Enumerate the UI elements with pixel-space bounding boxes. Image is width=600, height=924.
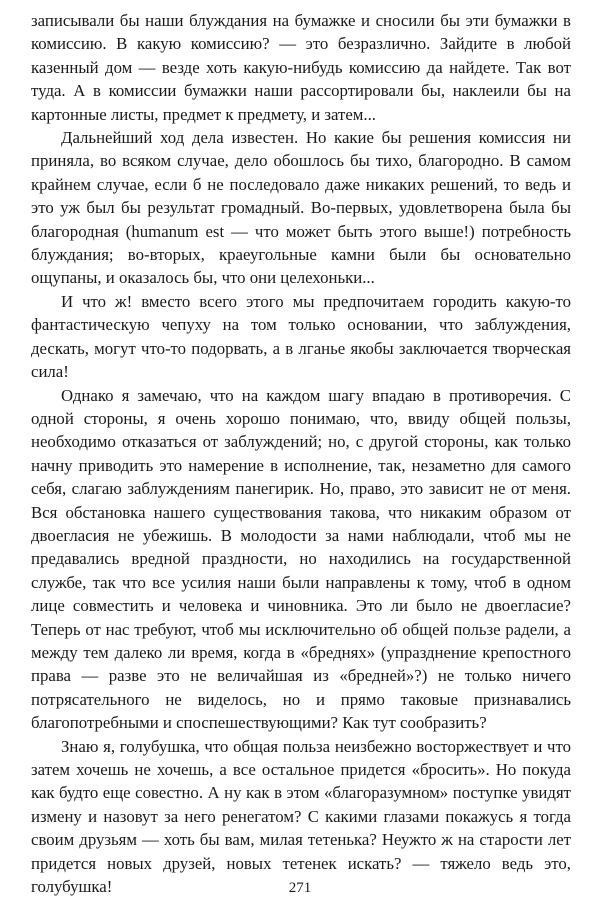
paragraph-5: Знаю я, голубушка, что общая польза неизбежно восторжествует и что затем хочешь не хочешь, а все остальное придется «бросить». Но покуда как будто еще совестно. А ну как в этом «благоразумном» поступке увидят измену и назовут за него ренегатом? С какими глазами покажусь я тогда своим друзьям — хоть бы вам, милая тетенька? Неужто ж на старости лет придется новых друзей, новых тетенек искать? — тяжело ведь это, голубушка! bbox=[31, 736, 571, 897]
paragraph-2: Дальнейший ход дела известен. Но какие бы решения комиссия ни приняла, во всяком случае, дело обошлось бы тихо, благородно. В самом крайнем случае, если б не последовало даже никаких решений, то ведь и это уж был бы результат громадный. Во-первых, удовлетворена была бы благородная (humanum est — что может быть этого выше!) потребность блуждания; во-вторых, краеугольные камни были бы основательно ощупаны, и оказалось бы, что они целехоньки... bbox=[31, 128, 571, 288]
paragraph-1: записывали бы наши блуждания на бумажке и сносили бы эти бумажки в комиссию. В какую комиссию? — это безразлично. Зайдите в любой казенный дом — везде хоть какую-нибудь комиссию да найдете. Так вот туда. А в комиссии бумажки наши рассортировали бы, наклеили бы на картонные листы, предмет к предмету, и затем... bbox=[31, 11, 571, 124]
page-body bbox=[31, 9, 571, 898]
page-number: 271 bbox=[288, 880, 312, 896]
paragraph-4: Однако я замечаю, что на каждом шагу впадаю в противоречия. С одной стороны, я очень хорошо понимаю, что, ввиду общей пользы, необходимо отказаться от заблуждений; но, с другой стороны, как только начну приводить это намерение в исполнение, так, незаметно для самого себя, слагаю заблуждениям панегирик. Но, право, это зависит не от меня. Вся обстановка нашего существования такова, что никаким образом от двоегласия не убежишь. В молодости за нами наблюдали, чтоб мы не предавались вредной праздности, но находились на государственной службе, так что все усилия наши были направлены к тому, чтоб в одном лице совместить и человека и чиновника. Это ли было не двоегласие? Теперь от нас требуют, чтоб мы исключительно об общей пользе радели, а между тем далеко ли время, когда в «бреднях» (упразднение крепостного права — разве это не величайшая из «бредней»?) не только ничего потрясательного не виделось, но и прямо таковые признавались благопотребными и споспешествующими? Как тут сообразить? bbox=[31, 385, 571, 733]
paragraph-3: И что ж! вместо всего этого мы предпочитаем городить какую-то фантастическую чепуху на том только основании, что заблуждения, дескать, могут что-то подорвать, а в лганье якобы заключается творческая сила! bbox=[31, 291, 571, 382]
